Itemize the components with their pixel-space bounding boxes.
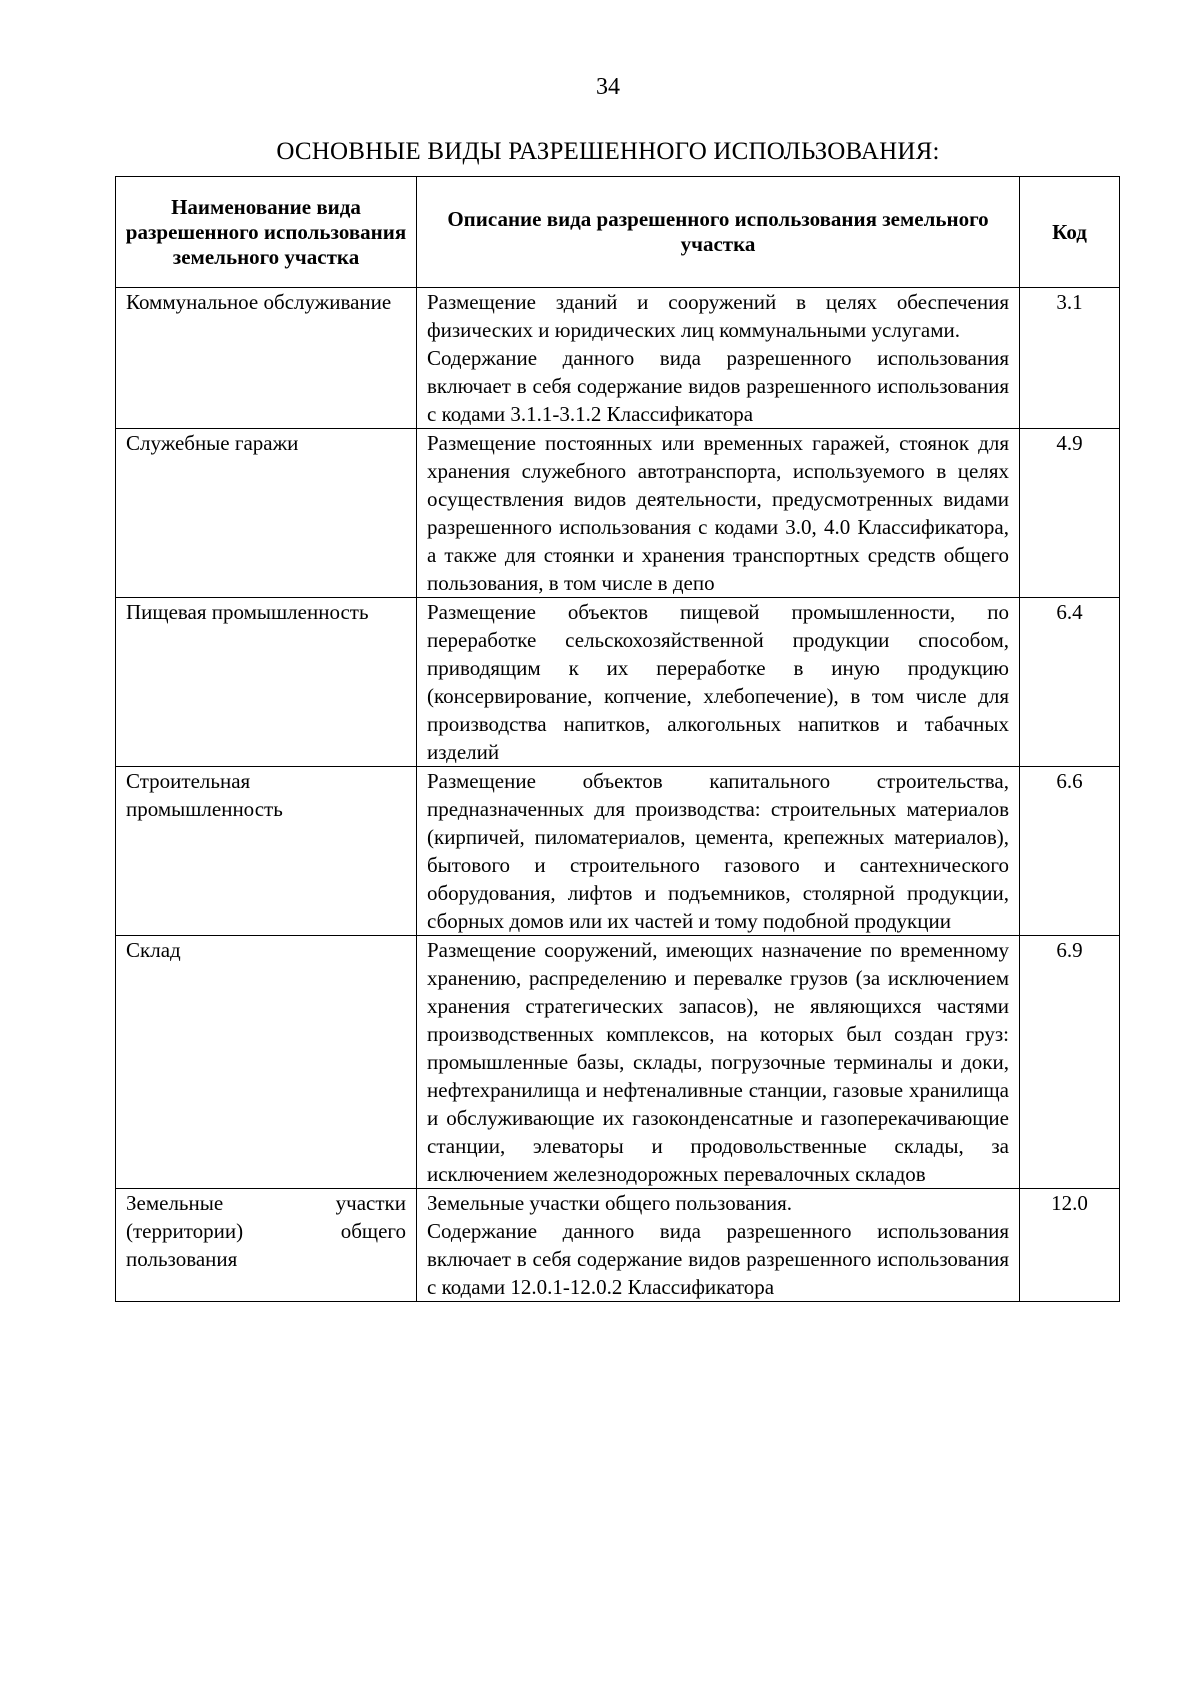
description-paragraph: Размещение зданий и сооружений в целях обеспечения физических и юридических лиц коммунальными услугами. (427, 290, 1009, 342)
use-name: Пищевая промышленность (116, 598, 417, 767)
use-description (417, 936, 1020, 1189)
table-row (116, 936, 1120, 1189)
permitted-uses-table (115, 176, 1120, 1302)
description-paragraph: Размещение сооружений, имеющих назначение по временному хранению, распределению и перевалке грузов (за исключением хранения стратегических запасов), не являющихся частями производственных комплексов, на которых был создан груз: промышленные базы, склады, погрузочные терминалы и доки, нефтехранилища и нефтеналивные станции, газовые хранилища и обслуживающие их газоконденсатные и газоперекачивающие станции, элеваторы и продовольственные склады, за исключением железнодорожных перевалочных складов (427, 938, 1009, 1186)
use-name: Строительная промышленность (116, 767, 417, 936)
use-description (417, 288, 1020, 429)
use-name: Склад (116, 936, 417, 1189)
description-paragraph: Содержание данного вида разрешенного использования включает в себя содержание видов разрешенного использования с кодами 12.0.1-12.0.2 Классификатора (427, 1219, 1009, 1299)
description-paragraph: Земельные участки общего пользования. (427, 1191, 793, 1215)
header-code: Код (1020, 177, 1120, 288)
use-description (417, 1189, 1020, 1302)
table-row (116, 598, 1120, 767)
table-header-row (116, 177, 1120, 288)
use-code: 6.6 (1020, 767, 1120, 936)
use-code: 6.4 (1020, 598, 1120, 767)
header-description: Описание вида разрешенного использования земельного участка (417, 177, 1020, 288)
table-row (116, 1189, 1120, 1302)
use-code: 3.1 (1020, 288, 1120, 429)
use-name: Коммунальное обслуживание (116, 288, 417, 429)
table-row (116, 767, 1120, 936)
use-code: 4.9 (1020, 429, 1120, 598)
use-description (417, 598, 1020, 767)
description-paragraph: Размещение объектов пищевой промышленности, по переработке сельскохозяйственной продукции способом, приводящим к их переработке в иную продукцию (консервирование, копчение, хлебопечение), в том числе для производства напитков, алкогольных напитков и табачных изделий (427, 600, 1009, 764)
use-code: 6.9 (1020, 936, 1120, 1189)
use-description (417, 767, 1020, 936)
description-paragraph: Размещение объектов капитального строительства, предназначенных для производства: строительных материалов (кирпичей, пиломатериалов, цемента, крепежных материалов), бытового и строительного газового и сантехнического оборудования, лифтов и подъемников, столярной продукции, сборных домов или их частей и тому подобной продукции (427, 769, 1009, 933)
table-row (116, 288, 1120, 429)
use-code: 12.0 (1020, 1189, 1120, 1302)
page-number: 34 (596, 74, 620, 100)
use-description (417, 429, 1020, 598)
table-row (116, 429, 1120, 598)
use-name: Земельные участки (территории) общего пользования (116, 1189, 417, 1302)
use-name: Служебные гаражи (116, 429, 417, 598)
header-name: Наименование вида разрешенного использования земельного участка (116, 177, 417, 288)
description-paragraph: Содержание данного вида разрешенного использования включает в себя содержание видов разрешенного использования с кодами 3.1.1-3.1.2 Классификатора (427, 346, 1009, 426)
document-title: ОСНОВНЫЕ ВИДЫ РАЗРЕШЕННОГО ИСПОЛЬЗОВАНИЯ: (276, 138, 940, 165)
description-paragraph: Размещение постоянных или временных гаражей, стоянок для хранения служебного автотранспорта, используемого в целях осуществления видов деятельности, предусмотренных видами разрешенного использования с кодами 3.0, 4.0 Классификатора, а также для стоянки и хранения транспортных средств общего пользования, в том числе в депо (427, 431, 1009, 595)
